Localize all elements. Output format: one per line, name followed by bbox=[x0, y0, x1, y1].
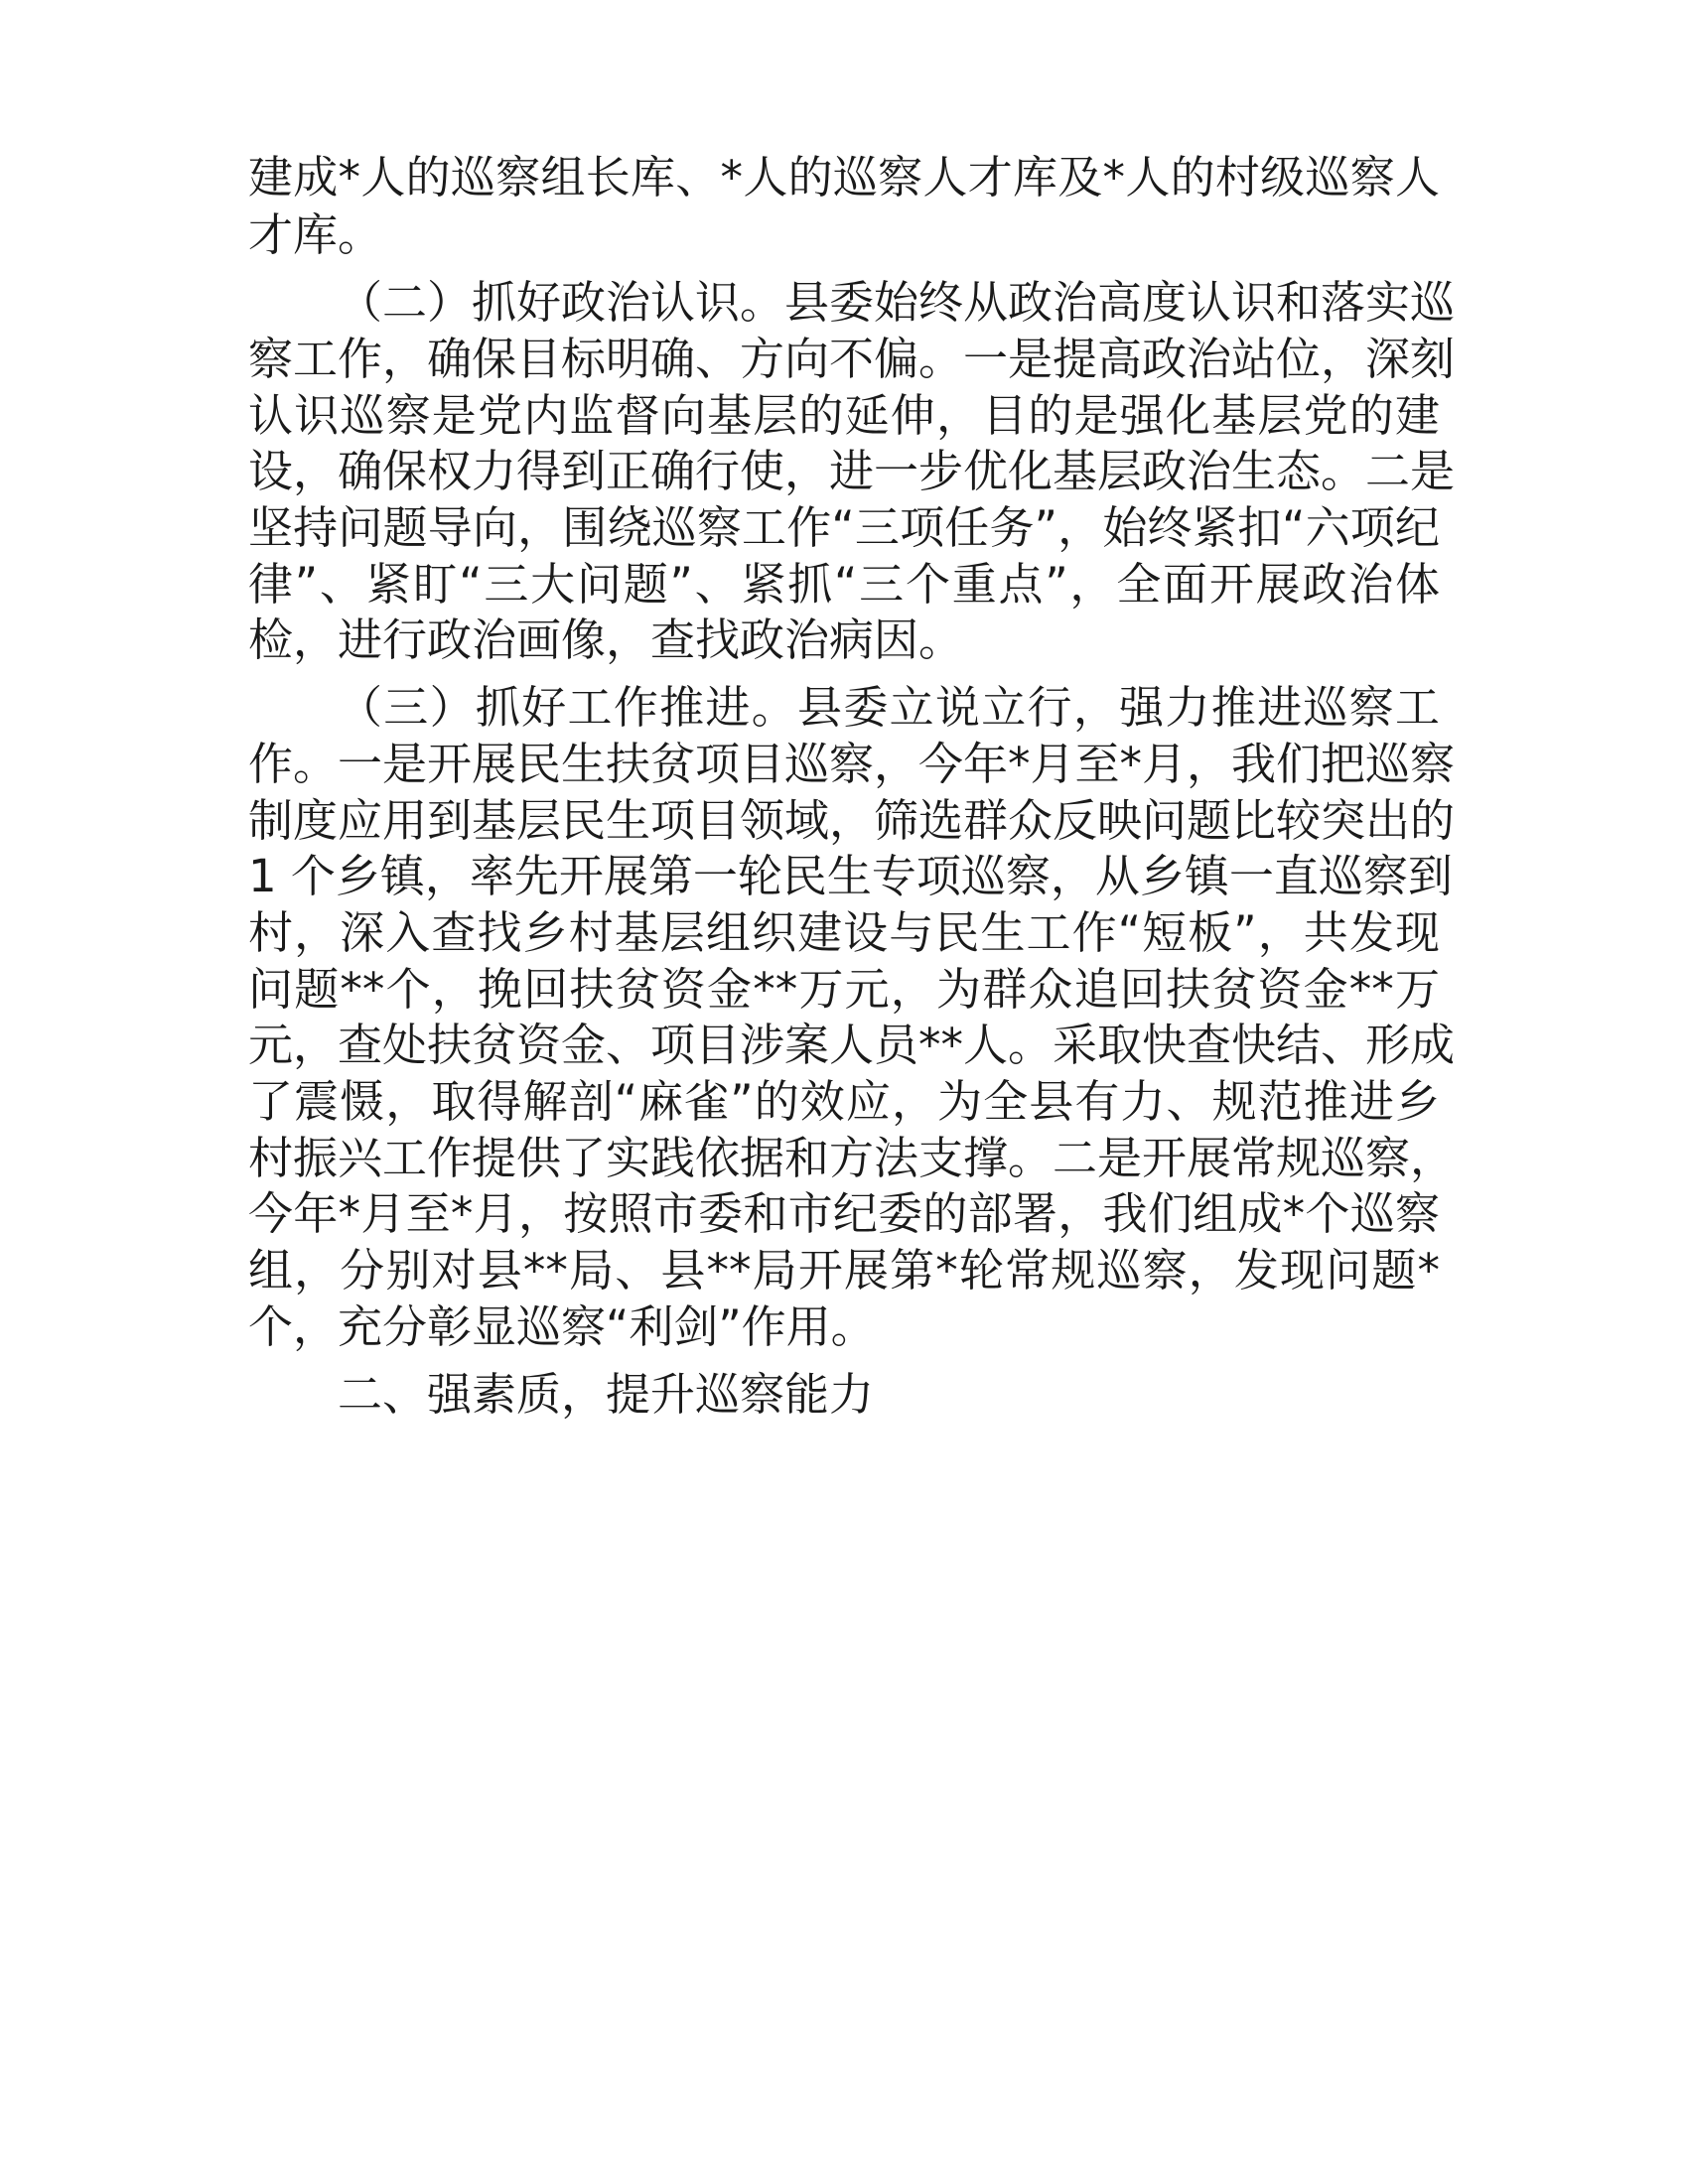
paragraph-line: 个，充分彰显巡察“利剑”作用。 bbox=[248, 1300, 876, 1353]
paragraph-line: 村振兴工作提供了实践依据和方法支撑。二是开展常规巡察， bbox=[248, 1132, 1456, 1184]
section-heading-line: （三）抓好工作推进。县委立说立行，强力推进巡察工 bbox=[338, 681, 1440, 734]
paragraph-line: 村，深入查找乡村基层组织建设与民生工作“短板”，共发现 bbox=[248, 906, 1440, 959]
paragraph-line: 了震慑，取得解剖“麻雀”的效应，为全县有力、规范推进乡 bbox=[248, 1075, 1440, 1128]
paragraph-line: 组，分别对县**局、县**局开展第*轮常规巡察，发现问题* bbox=[248, 1244, 1440, 1297]
paragraph-line: 察工作，确保目标明确、方向不偏。一是提高政治站位，深刻 bbox=[248, 333, 1456, 385]
paragraph-line: 1 个乡镇，率先开展第一轮民生专项巡察，从乡镇一直巡察到 bbox=[248, 850, 1453, 902]
paragraph-line: 认识巡察是党内监督向基层的延伸，目的是强化基层党的建 bbox=[248, 389, 1440, 442]
paragraph-line: 建成*人的巡察组长库、*人的巡察人才库及*人的村级巡察人 bbox=[248, 151, 1440, 204]
paragraph-line: 坚持问题导向，围绕巡察工作“三项任务”，始终紧扣“六项纪 bbox=[248, 501, 1440, 554]
paragraph-line: 才库。 bbox=[248, 208, 383, 261]
paragraph-line: 律”、紧盯“三大问题”、紧抓“三个重点”，全面开展政治体 bbox=[248, 558, 1440, 611]
section-heading-line: （二）抓好政治认识。县委始终从政治高度认识和落实巡 bbox=[338, 276, 1456, 329]
paragraph-line: 今年*月至*月，按照市委和市纪委的部署，我们组成*个巡察 bbox=[248, 1187, 1440, 1240]
paragraph-line: 制度应用到基层民生项目领域，筛选群众反映问题比较突出的 bbox=[248, 794, 1456, 847]
paragraph-line: 问题**个，挽回扶贫资金**万元，为群众追回扶贫资金**万 bbox=[248, 963, 1440, 1016]
paragraph-line: 作。一是开展民生扶贫项目巡察，今年*月至*月，我们把巡察 bbox=[248, 738, 1456, 790]
paragraph-line: 元，查处扶贫资金、项目涉案人员**人。采取快查快结、形成 bbox=[248, 1019, 1456, 1071]
section-title: 二、强素质，提升巡察能力 bbox=[338, 1368, 875, 1421]
paragraph-line: 检，进行政治画像，查找政治病因。 bbox=[248, 614, 964, 666]
paragraph-line: 设，确保权力得到正确行使，进一步优化基层政治生态。二是 bbox=[248, 445, 1456, 497]
